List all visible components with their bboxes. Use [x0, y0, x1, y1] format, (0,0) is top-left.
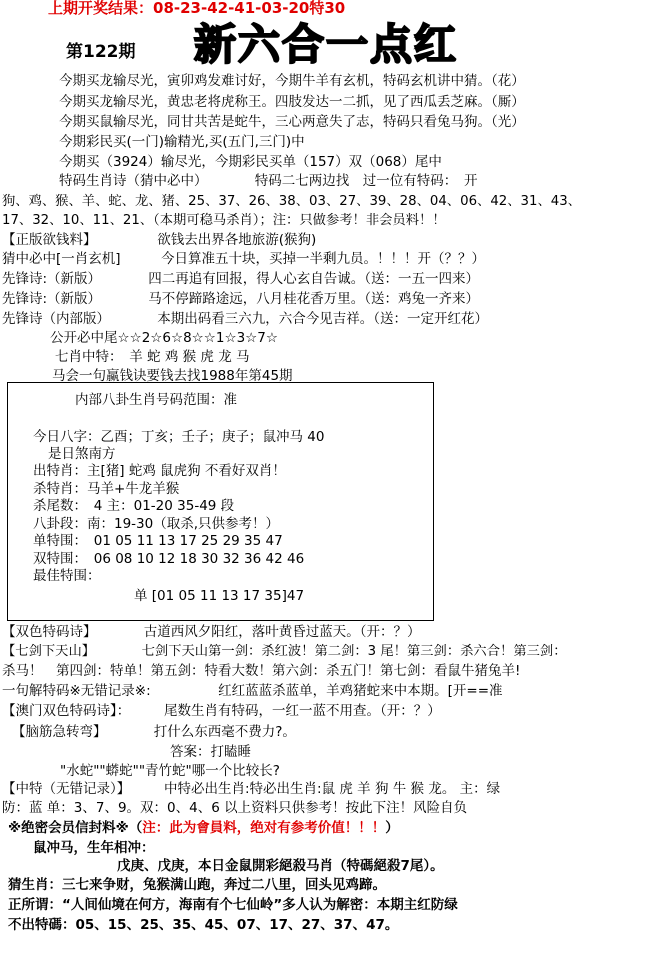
- special-numbers: 17、32、10、11、21、（本期可稳马杀肖）；注：只做参考！非会员料！！: [2, 213, 446, 228]
- box-chutexiao: 出特肖：主[猪] 蛇鸡 鼠虎狗 不看好双肖！: [33, 463, 286, 479]
- box-bazi: 今日八字：乙酉；丁亥；壬子；庚子；鼠冲马 40: [33, 429, 325, 445]
- zhongte-line: 【中特（无错记录）】 中特必出生肖:特必出生肖:鼠 虎 羊 狗 牛 猴 龙。 主：绿: [2, 781, 501, 797]
- juemi-label: ※绝密会员信封料※（: [8, 820, 143, 836]
- zhengjie-line: 正所谓：“人间仙境在何方，海南有个七仙岭”多人认为解密：本期主红防绿: [8, 897, 458, 913]
- mahui-line: 马会一句赢钱诀要钱去找1988年第45期: [52, 368, 293, 384]
- yiju-line: 一句解特码※无错记录※: 红红蓝蓝杀蓝单，羊鸡猪蛇来中本期。[开==准: [2, 683, 503, 699]
- juemi-line: [8, 820, 399, 837]
- xianfeng-line: 先锋诗:（新版） 四二再追有回报，得人心玄自告诚。（送：一五一四来）: [2, 271, 480, 287]
- poem-line: 今期买（3924）输尽光，今期彩民买单（157）双（068）尾中: [59, 154, 442, 170]
- xianfeng-line: 先锋诗:（新版） 马不停蹄路途远，八月桂花香万里。（送：鸡兔一齐来）: [2, 291, 480, 307]
- caisheng-line: 猜生肖：三七来争财，兔猴满山跑，奔过二八里，回头见鸡蹄。: [8, 877, 386, 893]
- shuangse-line: 【双色特码诗】 古道西风夕阳红，落叶黄昏过蓝天。（开：？）: [2, 624, 421, 640]
- poem-line: 今期买鼠输尽光，同甘共苦是蛇牛，三心两意失了志，特码只看兔马狗。（光）: [59, 114, 525, 130]
- zhongte-line: 防：蓝 单：3、7、9。双：0、4、6 以上资料只供参考！按此下注！风险自负: [2, 800, 468, 816]
- last-result: 上期开奖结果：08-23-42-41-03-20特30: [48, 0, 346, 17]
- box-best-value: 单 [01 05 11 13 17 35]47: [134, 588, 305, 604]
- box-dan: 单特围： 01 05 11 13 17 25 29 35 47: [33, 533, 283, 549]
- qijian-line: 杀马！ 第四剑：特单！第五剑：特看大数！第六剑：杀五门！第七剑：看鼠牛猪兔羊!: [2, 663, 521, 679]
- special-numbers: 狗、鸡、猴、羊、蛇、龙、猪、25、37、26、38、03、27、39、28、04、06、42、31、43、: [2, 194, 581, 209]
- buchu-line: 不出特碼：05、15、25、35、45、07、17、27、37、47。: [8, 917, 399, 933]
- poem-line: 今期买龙输尽光，寅卯鸡发难讨好，今期牛羊有玄机，特码玄机讲中猜。（花）: [59, 73, 525, 89]
- poem-line: 今期彩民买(一门)输精光,买(五门,三门)中: [59, 134, 305, 150]
- shuchong-line: 鼠冲马，生年相冲：: [33, 840, 155, 856]
- poem-line: 今期买龙输尽光，黄忠老将虎称王。四肢发达一二抓，见了西瓜丢芝麻。（厮）: [59, 94, 525, 110]
- box-sha: 是日煞南方: [48, 446, 116, 462]
- box-best: 最佳特围：: [33, 568, 101, 584]
- special-title: 特码生肖诗（猜中必中） 特码二七两边找 过一位有特码： 开: [59, 173, 478, 189]
- juemi-end: ）: [385, 820, 399, 836]
- gongkai-line: 公开必中尾☆☆2☆6☆8☆☆1☆3☆7☆: [50, 330, 278, 346]
- xianfeng-line: 先锋诗（内部版） 本期出码看三六九，六合今见吉祥。（送：一定开红花）: [2, 311, 488, 327]
- shemian-line: "水蛇""蟒蛇""青竹蛇"哪一个比较长?: [60, 763, 280, 779]
- aomen-line: 【澳门双色特码诗】： 尾数生肖有特码，一红一蓝不用查。（开：？）: [2, 703, 441, 719]
- logo-text: 新六合一点红: [193, 20, 459, 68]
- juemi-note: 注：此为會員料，绝对有参考价值！！！: [142, 820, 386, 836]
- box-shuang: 双特围： 06 08 10 12 18 30 32 36 42 46: [33, 551, 305, 567]
- zhengban-line: 【正版欲钱料】 欲钱去出界各地旅游(猴狗): [2, 232, 317, 248]
- box-title: 内部八卦生肖号码范围：准: [75, 392, 237, 408]
- daan-line: 答案：打瞌睡: [170, 744, 251, 760]
- logo-title: [182, 18, 470, 68]
- box-bagua: 八卦段：南：19-30（取杀,只供参考！）: [33, 516, 280, 532]
- naojin-line: 【脑筋急转弯】 打什么东西毫不费力?。: [12, 724, 296, 740]
- qijian-line: 【七剑下天山】 七剑下天山第一剑：杀红波！第二剑：3 尾！第三剑：杀六合！第三剑：: [2, 644, 567, 659]
- gengchen-line: 戊庚、戊庚，本日金鼠開彩絕殺马肖（特碼絕殺7尾）。: [117, 858, 444, 874]
- issue-number: 第122期: [66, 42, 136, 62]
- box-shawei: 杀尾数： 4 主：01-20 35-49 段: [33, 498, 235, 514]
- qixiao-line: 七肖中特： 羊 蛇 鸡 猴 虎 龙 马: [55, 349, 250, 365]
- box-shatexiao: 杀特肖：马羊+牛龙羊猴: [33, 481, 180, 497]
- caizhong-line: 猜中必中[一肖玄机] 今日算准五十块，买掉一半剩九员。！！！开（？？）: [2, 251, 486, 267]
